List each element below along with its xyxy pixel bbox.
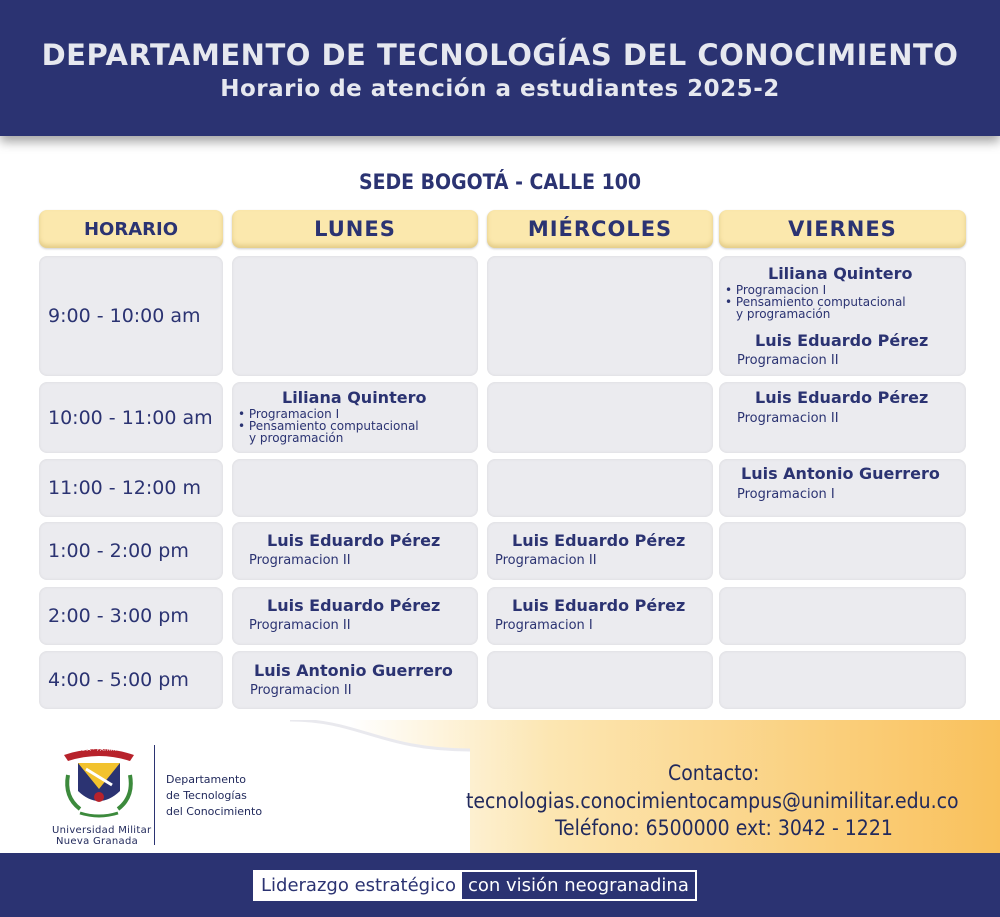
professor-name: Luis Antonio Guerrero: [741, 464, 940, 483]
course-name: Programacion I: [495, 618, 593, 633]
professor-name: Luis Antonio Guerrero: [254, 661, 453, 680]
schedule-cell-empty: [487, 256, 713, 376]
slogan-box: [253, 870, 697, 901]
contact-label: Contacto:: [668, 761, 760, 785]
course-name: Programacion I: [737, 487, 835, 502]
professor-name: Luis Eduardo Pérez: [267, 531, 441, 550]
time-cell: 4:00 - 5:00 pm: [39, 651, 223, 709]
schedule-cell-empty: [487, 382, 713, 453]
course-name: Programacion II: [737, 353, 839, 368]
schedule-cell: [232, 651, 478, 709]
contact-phone: Teléfono: 6500000 ext: 3042 - 1221: [555, 816, 893, 840]
time-cell: 10:00 - 11:00 am: [39, 382, 223, 453]
schedule-cell-empty: [232, 256, 478, 376]
course-name: Programacion II: [249, 618, 351, 633]
logo-divider: [154, 745, 155, 845]
professor-name: Liliana Quintero: [282, 388, 427, 407]
course-bullet-cont: y programación: [249, 431, 344, 445]
time-cell: 9:00 - 10:00 am: [39, 256, 223, 376]
page-subtitle: Horario de atención a estudiantes 2025-2: [220, 76, 780, 102]
logo-motto: CIENCIA · PATRIA · FAMILIA: [68, 747, 145, 753]
slogan-part2: con visión neogranadina: [467, 875, 689, 896]
university-name-line2: Nueva Granada: [56, 836, 139, 847]
schedule-cell: [487, 522, 713, 580]
professor-name: Luis Eduardo Pérez: [512, 596, 686, 615]
course-name: Programacion II: [249, 553, 351, 568]
course-name: Programacion II: [495, 553, 597, 568]
university-name-line1: Universidad Militar: [52, 825, 152, 836]
time-cell: 2:00 - 3:00 pm: [39, 587, 223, 645]
course-bullet-cont: y programación: [736, 307, 831, 321]
schedule-cell: [487, 587, 713, 645]
course-name: Programacion II: [737, 411, 839, 426]
schedule-cell-empty: [487, 651, 713, 709]
professor-name: Luis Eduardo Pérez: [512, 531, 686, 550]
column-header-lunes: LUNES: [232, 210, 478, 248]
schedule-cell: [232, 587, 478, 645]
schedule-cell-empty: [719, 651, 966, 709]
professor-name: Liliana Quintero: [768, 264, 913, 283]
schedule-cell: [719, 256, 966, 376]
schedule-cell: [232, 382, 478, 453]
column-header-horario: HORARIO: [39, 210, 223, 248]
slogan-part1: Liderazgo estratégico: [255, 872, 462, 899]
schedule-cell-empty: [719, 522, 966, 580]
course-bullet: • Programacion I: [238, 407, 340, 421]
schedule-cell-empty: [487, 459, 713, 517]
schedule-cell: [232, 522, 478, 580]
header-banner: [0, 0, 1000, 136]
university-crest-icon: [58, 745, 140, 823]
course-bullet: • Pensamiento computacional: [238, 419, 419, 433]
schedule-cell-empty: [232, 459, 478, 517]
dept-label-line2: de Tecnologías: [166, 789, 247, 802]
page-title: DEPARTAMENTO DE TECNOLOGÍAS DEL CONOCIMIENTO: [41, 38, 959, 72]
contact-email[interactable]: tecnologias.conocimientocampus@unimilitar.edu.co: [466, 789, 959, 813]
dept-label-line3: del Conocimiento: [166, 805, 263, 818]
professor-name: Luis Eduardo Pérez: [755, 388, 929, 407]
professor-name: Luis Eduardo Pérez: [755, 331, 929, 350]
course-name: Programacion II: [250, 683, 352, 698]
schedule-cell: [719, 382, 966, 453]
schedule-cell-empty: [719, 587, 966, 645]
time-cell: 11:00 - 12:00 m: [39, 459, 223, 517]
professor-name: Luis Eduardo Pérez: [267, 596, 441, 615]
dept-label-line1: Departamento: [166, 773, 247, 786]
column-header-viernes: VIERNES: [719, 210, 966, 248]
sede-title: SEDE BOGOTÁ - CALLE 100: [358, 170, 642, 194]
schedule-cell: [719, 459, 966, 517]
course-bullet: • Pensamiento computacional: [725, 295, 906, 309]
course-bullet: • Programacion I: [725, 283, 827, 297]
time-cell: 1:00 - 2:00 pm: [39, 522, 223, 580]
column-header-miercoles: MIÉRCOLES: [487, 210, 713, 248]
